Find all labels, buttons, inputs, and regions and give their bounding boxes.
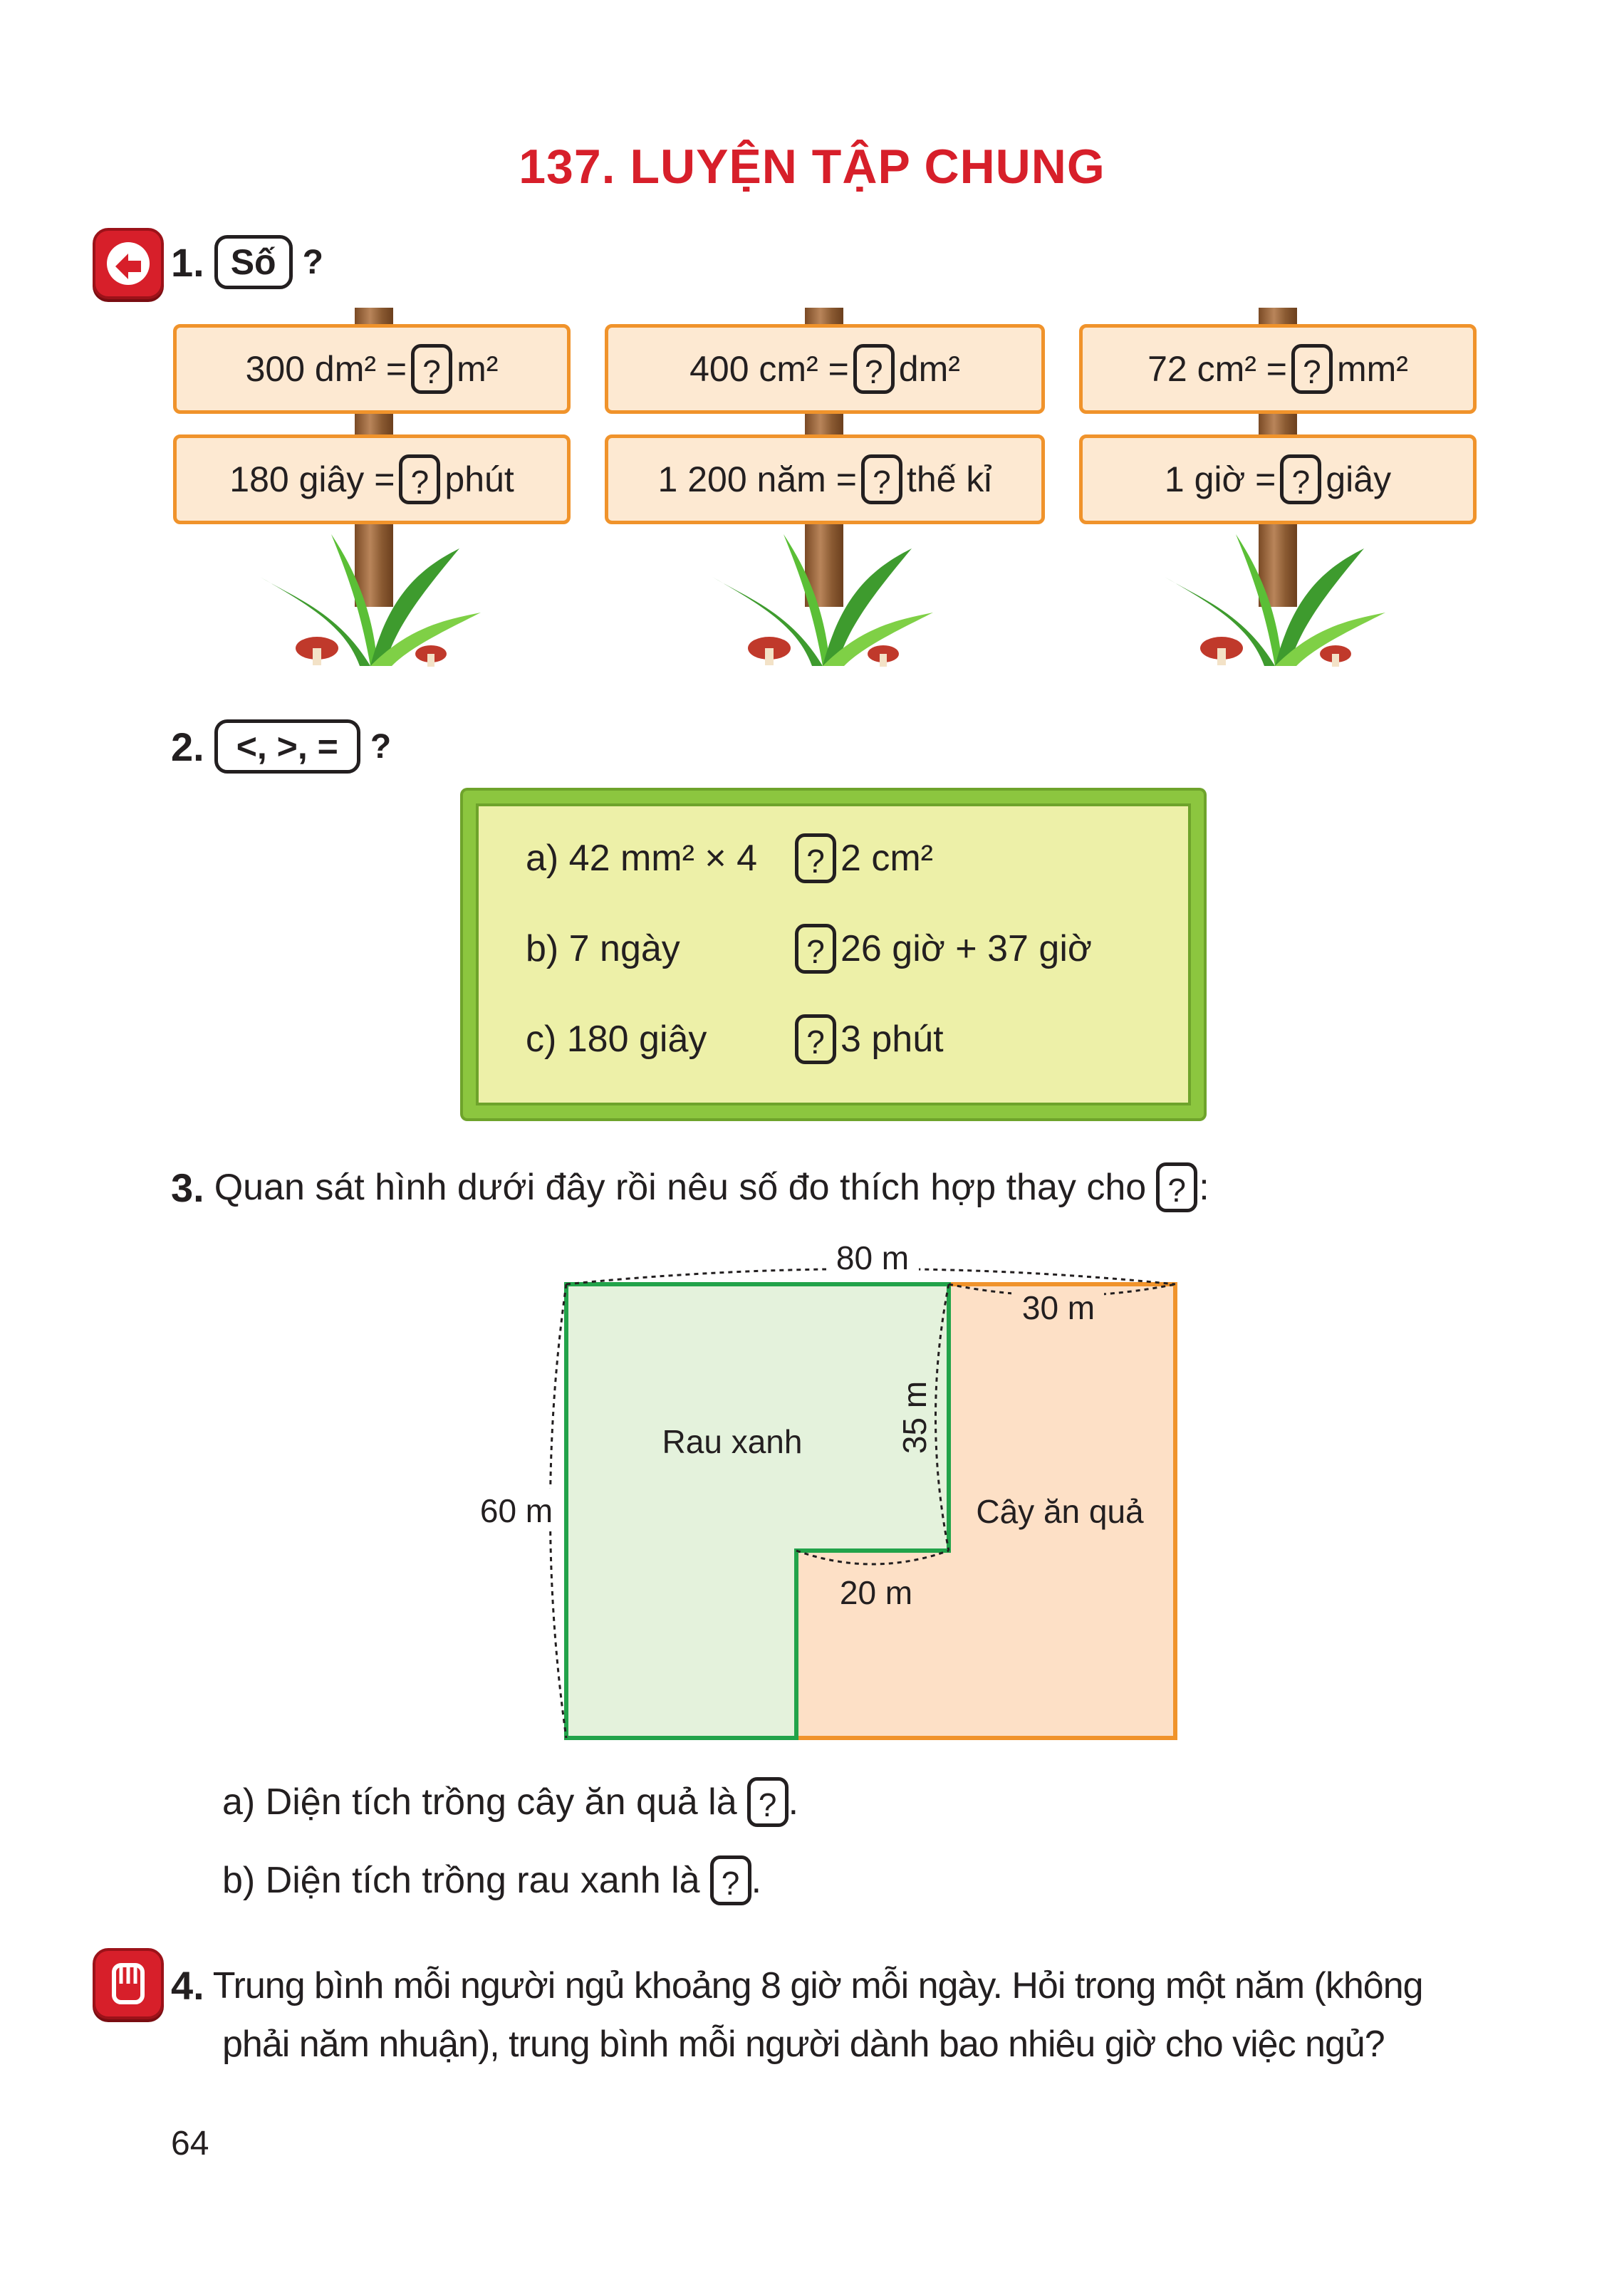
compare-c-right: 3 phút (840, 1019, 944, 1060)
label-30m: 30 m (1021, 1289, 1095, 1326)
page-number: 64 (171, 2125, 209, 2162)
sign-board: 400 cm² = ? dm² (605, 324, 1045, 414)
question-2-qmark: ? (370, 727, 392, 766)
grass-decoration (1157, 527, 1393, 670)
answer-box[interactable]: ? (747, 1777, 788, 1827)
answer-box[interactable]: ? (1280, 454, 1321, 504)
compare-b-right: 26 giờ + 37 giờ (840, 928, 1092, 969)
question-3-number: 3. (171, 1165, 204, 1210)
question-1-number: 1. (171, 239, 204, 285)
question-3a: a) Diện tích trồng cây ăn quả là (222, 1781, 737, 1823)
hand-icon (93, 1948, 164, 2019)
compare-b-left: b) 7 ngày (526, 928, 680, 969)
label-cay-an-qua: Cây ăn quả (976, 1493, 1144, 1530)
compare-a-right: 2 cm² (840, 838, 933, 879)
question-3b: b) Diện tích trồng rau xanh là (222, 1860, 700, 1901)
question-1-qmark: ? (302, 243, 323, 281)
question-2-tag: <, >, = (214, 719, 360, 774)
question-4-number: 4. (171, 1963, 204, 2008)
sign-board: 180 giây = ? phút (173, 434, 571, 524)
answer-box[interactable]: ? (710, 1855, 751, 1905)
answer-box[interactable]: ? (853, 344, 895, 394)
label-rau-xanh: Rau xanh (662, 1423, 803, 1460)
question-1-tag: Số (214, 235, 293, 289)
sign-board: 300 dm² = ? m² (173, 324, 571, 414)
page-title: 137. LUYỆN TẬP CHUNG (519, 140, 1105, 194)
question-4-line-2: phải năm nhuận), trung bình mỗi người dành bao nhiêu giờ cho việc ngủ? (222, 2024, 1385, 2065)
label-80m: 80 m (836, 1239, 910, 1276)
sign-board: 1 giờ = ? giây (1079, 434, 1477, 524)
answer-box[interactable]: ? (399, 454, 440, 504)
sign-board: 72 cm² = ? mm² (1079, 324, 1477, 414)
compare-a-left: a) 42 mm² × 4 (526, 838, 758, 879)
answer-box[interactable]: ? (795, 1014, 836, 1064)
grass-decoration (253, 527, 488, 670)
question-2-number: 2. (171, 724, 204, 769)
question-3-prompt: Quan sát hình dưới đây rồi nêu số đo thích hợp thay cho (214, 1167, 1147, 1208)
label-60m: 60 m (479, 1492, 553, 1529)
label-20m: 20 m (839, 1574, 913, 1611)
answer-box[interactable]: ? (795, 924, 836, 974)
label-35m: 35 m (896, 1380, 933, 1454)
answer-box[interactable]: ? (1156, 1162, 1197, 1212)
answer-box[interactable]: ? (795, 833, 836, 883)
land-figure (456, 1225, 1225, 1766)
sign-board: 1 200 năm = ? thế kỉ (605, 434, 1045, 524)
answer-box[interactable]: ? (411, 344, 452, 394)
practice-icon (93, 228, 164, 299)
compare-c-left: c) 180 giây (526, 1019, 707, 1060)
answer-box[interactable]: ? (861, 454, 902, 504)
question-4-line-1: Trung bình mỗi người ngủ khoảng 8 giờ mỗi ngày. Hỏi trong một năm (không (212, 1964, 1423, 2006)
answer-box[interactable]: ? (1291, 344, 1333, 394)
grass-decoration (705, 527, 940, 670)
